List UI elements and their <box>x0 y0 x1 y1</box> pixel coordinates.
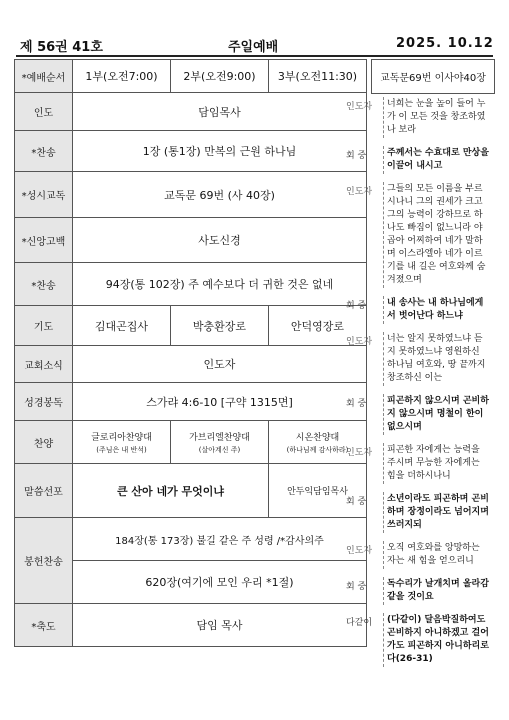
order-content: 교독문 69번 (사 40장) <box>73 172 367 218</box>
reading-speaker: 회 중 <box>346 301 367 311</box>
order-content: 사도신경 <box>73 218 367 263</box>
order-row <box>15 218 367 263</box>
reading-text: 주께서는 수효대로 만상을 이끌어 내시고 <box>383 146 493 174</box>
order-content: 620장(여기에 모인 우리 *1절) <box>73 561 367 604</box>
order-content: 스가랴 4:6-10 [구약 1315면] <box>73 383 367 421</box>
choir-row <box>15 421 367 464</box>
choir-name: 글로리아찬양대 <box>91 432 152 443</box>
reading-line <box>343 492 493 533</box>
choir-name: 시온찬양대 <box>295 432 340 443</box>
order-label: *찬송 <box>15 131 73 172</box>
responsive-reading <box>343 97 493 667</box>
bulletin-date: 2025. 10.12 <box>396 36 494 51</box>
worship-order-table <box>14 59 367 647</box>
order-label: 말씀선포 <box>15 464 73 518</box>
sermon-row <box>15 464 367 518</box>
choir-song: (주님은 내 반석) <box>96 445 147 454</box>
reading-line <box>343 97 493 138</box>
order-label: 인도 <box>15 93 73 131</box>
order-label: 봉헌찬송 <box>15 518 73 604</box>
page-title: 주일예배 <box>228 40 279 55</box>
prayer-row <box>15 306 367 346</box>
service-time-2: 2부(오전9:00) <box>171 60 269 93</box>
service-time-1: 1부(오전7:00) <box>73 60 171 93</box>
reading-text: 내 송사는 내 하나님에게서 벗어난다 하느냐 <box>383 296 493 324</box>
choir-song: (하나님께 감사하라) <box>286 445 349 454</box>
reading-line <box>343 146 493 174</box>
reading-speaker: 다같이 <box>346 618 373 628</box>
reading-line <box>343 332 493 386</box>
order-content: 1장 (통1장) 만복의 근원 하나님 <box>73 131 367 172</box>
reading-line <box>343 613 493 667</box>
prayer-leader-1: 김대곤집사 <box>73 306 171 346</box>
reading-text: (다같이) 달음박질하여도 곤비하지 아니하겠고 걸어가도 피곤하지 아니하리로다(26-31) <box>383 613 493 667</box>
order-row <box>15 346 367 383</box>
volume-number: 제 56권 41호 <box>20 40 103 55</box>
service-time-3: 3부(오전11:30) <box>269 60 367 93</box>
preacher-name: 안두익담임목사 <box>269 464 367 518</box>
order-content: 담임목사 <box>73 93 367 131</box>
order-row <box>15 263 367 306</box>
reading-speaker: 회 중 <box>346 151 367 161</box>
reading-text: 피곤하지 않으시며 곤비하지 않으시며 명철이 한이 없으시며 <box>383 394 493 435</box>
order-content: 인도자 <box>73 346 367 383</box>
order-row <box>15 131 367 172</box>
reading-speaker: 인도자 <box>346 337 373 347</box>
reading-speaker: 인도자 <box>346 102 373 112</box>
order-row <box>15 383 367 421</box>
order-row <box>15 93 367 131</box>
reading-speaker: 회 중 <box>346 497 367 507</box>
reading-line <box>343 577 493 605</box>
reading-speaker: 인도자 <box>346 448 373 458</box>
order-label: *성시교독 <box>15 172 73 218</box>
order-row <box>15 604 367 647</box>
reading-line <box>343 182 493 288</box>
order-corner-label: *예배순서 <box>15 60 73 93</box>
prayer-leader-3: 안덕영장로 <box>269 306 367 346</box>
choir-cell <box>171 421 269 464</box>
service-times-row <box>15 60 367 93</box>
reading-text: 너는 알지 못하였느냐 듣지 못하였느냐 영원하신 하나님 여호와, 땅 끝까지 창조하신 이는 <box>383 332 493 386</box>
reading-text: 오직 여호와를 앙망하는 자는 새 힘을 얻으리니 <box>383 541 493 569</box>
responsive-reading-title: 교독문69번 이사야40장 <box>371 59 495 94</box>
reading-text: 소년이라도 피곤하며 곤비하며 장정이라도 넘어지며 쓰러지되 <box>383 492 493 533</box>
reading-line <box>343 296 493 324</box>
reading-text: 그들의 모든 이름을 부르시나니 그의 권세가 크고 그의 능력이 강하므로 하나도 빠짐이 없느니라 야곱아 어찌하여 네가 말하며 이스라엘아 네가 이르기를 내 길은 여호와께 숨겨졌으며 <box>383 182 493 288</box>
prayer-leader-2: 박충환장로 <box>171 306 269 346</box>
choir-song: (살아계신 주) <box>198 445 241 454</box>
header-divider <box>16 55 493 57</box>
order-row <box>15 518 367 561</box>
order-label: *축도 <box>15 604 73 647</box>
order-label: 성경봉독 <box>15 383 73 421</box>
reading-line <box>343 394 493 435</box>
reading-speaker: 회 중 <box>346 582 367 592</box>
reading-speaker: 인도자 <box>346 187 373 197</box>
reading-line <box>343 541 493 569</box>
reading-text: 피곤한 자에게는 능력을 주시며 무능한 자에게는 힘을 더하시나니 <box>383 443 493 484</box>
choir-cell <box>73 421 171 464</box>
order-label: 찬양 <box>15 421 73 464</box>
order-content: 184장(통 173장) 불길 같은 주 성령 /*감사의주 <box>73 518 367 561</box>
reading-speaker: 인도자 <box>346 546 373 556</box>
order-label: *신앙고백 <box>15 218 73 263</box>
order-label: *찬송 <box>15 263 73 306</box>
order-label: 교회소식 <box>15 346 73 383</box>
reading-text: 독수리가 날개치며 올라감 같을 것이요 <box>383 577 493 605</box>
choir-name: 가브리엘찬양대 <box>189 432 250 443</box>
order-content: 담임 목사 <box>73 604 367 647</box>
reading-line <box>343 443 493 484</box>
reading-text: 너희는 눈을 높이 들어 누가 이 모든 것을 창조하였나 보라 <box>383 97 493 138</box>
order-label: 기도 <box>15 306 73 346</box>
order-row <box>15 172 367 218</box>
order-content: 94장(통 102장) 주 예수보다 더 귀한 것은 없네 <box>73 263 367 306</box>
reading-speaker: 회 중 <box>346 399 367 409</box>
sermon-title: 큰 산아 네가 무엇이냐 <box>73 464 269 518</box>
